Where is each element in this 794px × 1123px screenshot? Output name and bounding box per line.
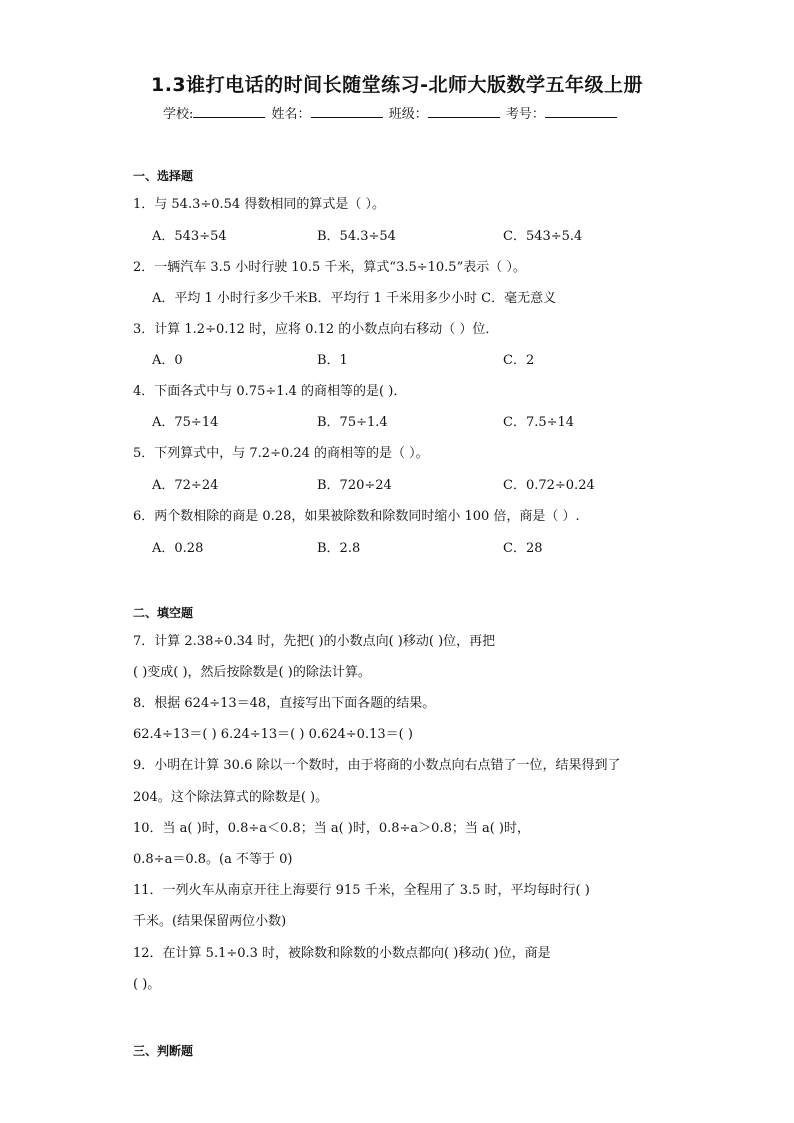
question-6-stem: 6．两个数相除的商是 0.28，如果被除数和除数同时缩小 100 倍，商是（ ）.: [133, 509, 580, 524]
question-6-option-a: A．0.28: [152, 541, 204, 556]
question-5-option-b: B．720÷24: [317, 478, 392, 493]
question-10-line-2: 0.8÷a＝0.8。(a 不等于 0): [133, 852, 293, 867]
question-1-option-b: B．54.3÷54: [317, 229, 396, 244]
question-12-line-2: ( )。: [133, 977, 161, 992]
worksheet-title: 1.3谁打电话的时间长随堂练习-北师大版数学五年级上册: [150, 74, 644, 96]
number-blank[interactable]: [545, 105, 617, 118]
question-11-line-1: 11．一列火车从南京开往上海要行 915 千米，全程用了 3.5 时，平均每时行( ): [133, 883, 590, 898]
section-heading-judgement: 三、判断题: [133, 1044, 194, 1058]
question-1-stem: 1．与 54.3÷0.54 得数相同的算式是（ ）。: [133, 197, 385, 212]
number-label: 考号：: [505, 107, 545, 122]
question-4-option-b: B．75÷1.4: [317, 415, 388, 430]
question-7-line-1: 7．计算 2.38÷0.34 时，先把( )的小数点向( )移动( )位，再把: [133, 634, 496, 649]
question-2-stem: 2．一辆汽车 3.5 小时行驶 10.5 千米，算式“3.5÷10.5”表示（ ）。: [133, 260, 526, 275]
question-3-stem: 3．计算 1.2÷0.12 时，应将 0.12 的小数点向右移动（ ）位．: [133, 322, 499, 337]
class-label: 班级：: [388, 107, 428, 122]
student-info-row: [163, 103, 619, 122]
class-blank[interactable]: [428, 105, 500, 118]
question-12-line-1: 12．在计算 5.1÷0.3 时，被除数和除数的小数点都向( )移动( )位，商是: [133, 946, 551, 961]
section-heading-choice: 一、选择题: [133, 169, 194, 183]
question-11-line-2: 千米。(结果保留两位小数): [133, 914, 287, 929]
question-5-option-c: C．0.72÷0.24: [503, 478, 595, 493]
name-blank[interactable]: [311, 105, 383, 118]
question-3-option-c: C．2: [503, 353, 535, 368]
question-4-option-a: A．75÷14: [152, 415, 219, 430]
school-label: 学校:: [163, 107, 194, 122]
question-4-stem: 4．下面各式中与 0.75÷1.4 的商相等的是( )．: [133, 384, 407, 399]
question-4-option-c: C．7.5÷14: [503, 415, 575, 430]
question-5-option-a: A．72÷24: [152, 478, 219, 493]
question-10-line-1: 10．当 a( )时，0.8÷a＜0.8；当 a( )时，0.8÷a＞0.8；当 a( )时，: [133, 821, 531, 836]
question-8-line-1: 8．根据 624÷13＝48，直接写出下面各题的结果。: [133, 696, 436, 711]
question-2-options: A．平均 1 小时行多少千米B．平均行 1 千米用多少小时 C．毫无意义: [152, 291, 557, 306]
school-blank[interactable]: [193, 105, 265, 118]
question-1-option-c: C．543÷5.4: [503, 229, 583, 244]
question-7-line-2: ( )变成( )，然后按除数是( )的除法计算。: [133, 665, 371, 680]
question-6-option-c: C．28: [503, 541, 543, 556]
name-label: 姓名：: [271, 107, 311, 122]
question-3-option-a: A．0: [152, 353, 183, 368]
question-1-option-a: A．543÷54: [152, 229, 227, 244]
section-heading-fill-blank: 二、填空题: [133, 606, 194, 620]
question-6-option-b: B．2.8: [317, 541, 361, 556]
question-9-line-2: 204。这个除法算式的除数是( )。: [133, 790, 329, 805]
question-5-stem: 5．下列算式中，与 7.2÷0.24 的商相等的是（ ）。: [133, 446, 429, 461]
question-9-line-1: 9．小明在计算 30.6 除以一个数时，由于将商的小数点向右点错了一位，结果得到了: [133, 758, 621, 773]
question-3-option-b: B．1: [317, 353, 348, 368]
question-8-line-2: 62.4÷13＝( ) 6.24÷13＝( ) 0.624÷0.13＝( ): [133, 727, 413, 742]
